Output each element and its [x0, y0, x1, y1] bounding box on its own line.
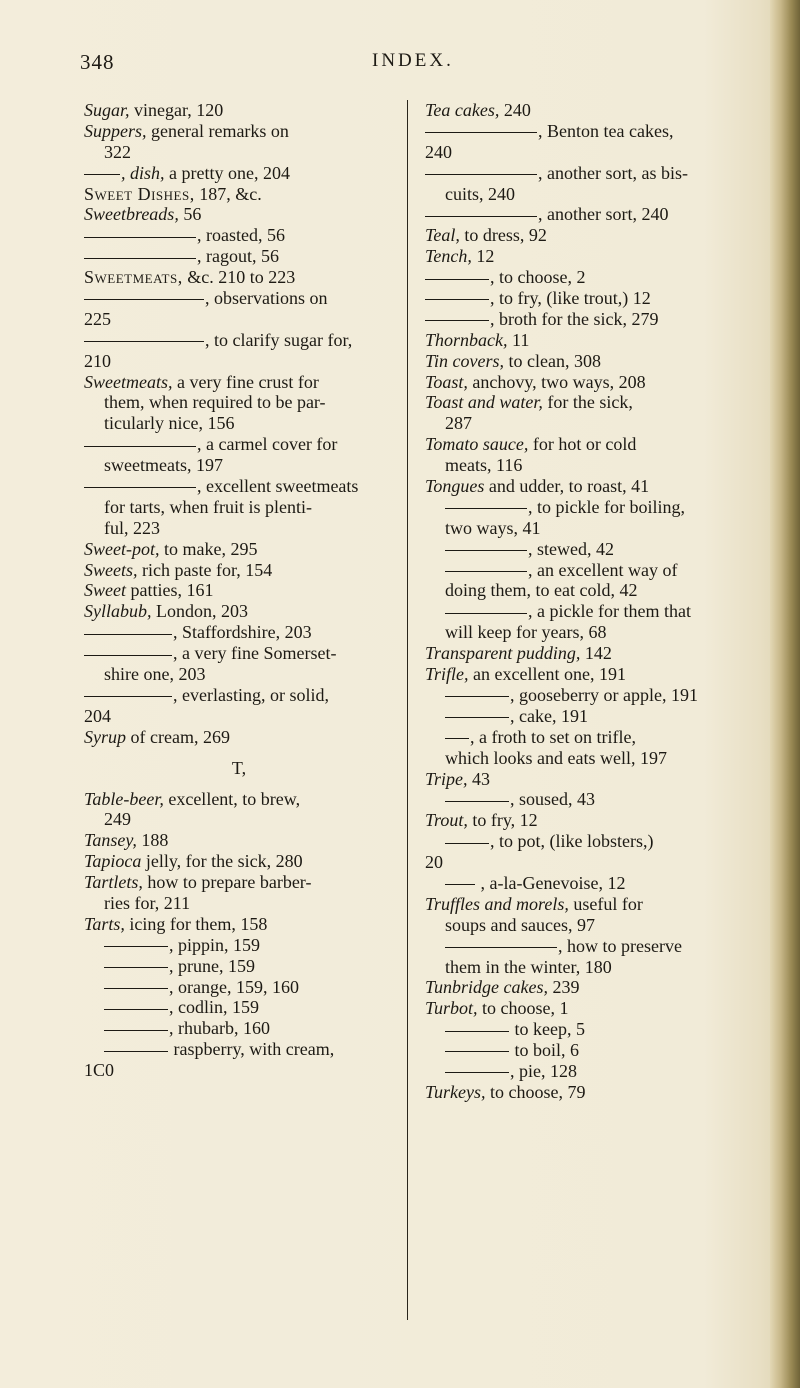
entry-heading: Tin covers, [425, 350, 504, 371]
entry-text: cuits, 240 [445, 183, 515, 204]
index-entries-s [84, 100, 394, 748]
entry-heading: Thornback, [425, 329, 508, 350]
entry-text: , codlin, 159 [169, 997, 259, 1018]
index-entry [84, 706, 394, 727]
index-entry [84, 956, 394, 977]
entry-text: anchovy, two ways, 208 [467, 371, 646, 392]
index-entry [425, 225, 737, 246]
running-title: INDEX. [372, 50, 454, 71]
entry-heading: Tench, [425, 246, 472, 267]
index-entry [84, 1060, 394, 1081]
index-entry [425, 998, 737, 1019]
entry-heading: Sweets, [84, 559, 138, 580]
entry-heading: Syrup [84, 726, 126, 747]
entry-text: , Staffordshire, 203 [173, 622, 312, 643]
index-entry [84, 121, 394, 142]
entry-heading: Transparent pudding, [425, 643, 581, 664]
entry-text: 240 [425, 141, 452, 162]
index-entry [84, 893, 394, 914]
index-entry [425, 267, 737, 288]
entry-text: , to pickle for boiling, [528, 496, 685, 517]
ditto-dash [104, 1009, 168, 1010]
entry-text: , pippin, 159 [169, 934, 261, 955]
index-entry [84, 309, 394, 330]
ditto-dash [84, 299, 204, 300]
index-entry [425, 184, 737, 205]
entry-heading: Suppers, [84, 120, 147, 141]
entry-heading: Tapioca [84, 851, 142, 872]
entry-text: them in the winter, 180 [445, 956, 612, 977]
ditto-dash [445, 1072, 509, 1073]
index-entry [425, 560, 737, 581]
index-entry [425, 539, 737, 560]
index-entry [425, 455, 737, 476]
index-entry [425, 685, 737, 706]
entry-text: , to choose, 2 [490, 267, 586, 288]
index-entry [84, 204, 394, 225]
ditto-dash [445, 717, 509, 718]
entry-text: excellent, to brew, [163, 788, 301, 809]
entry-text: jelly, for the sick, 280 [141, 851, 303, 872]
entry-text: which looks and eats well, 197 [445, 747, 667, 768]
entry-text: , ragout, 56 [197, 246, 279, 267]
entry-text: , to clarify sugar for, [205, 329, 353, 350]
index-entry [84, 622, 394, 643]
ditto-dash [445, 613, 527, 614]
entry-text: 142 [580, 643, 612, 664]
entry-text: 210 [84, 350, 111, 371]
entry-text: to fry, 12 [467, 810, 538, 831]
ditto-dash [425, 132, 537, 133]
index-entry [425, 518, 737, 539]
ditto-dash [445, 801, 509, 802]
index-column-left [84, 100, 394, 1081]
entry-heading: Tomato sauce, [425, 434, 529, 455]
entry-heading: Tongues [425, 476, 485, 497]
index-entry [84, 225, 394, 246]
entry-text: for the sick, [542, 392, 633, 413]
entry-text: , a carmel cover for [197, 434, 338, 455]
entry-text: 249 [104, 809, 131, 830]
entry-heading: Turkeys, [425, 1081, 486, 1102]
index-entry [425, 330, 737, 351]
entry-text: , pie, 128 [510, 1060, 577, 1081]
entry-heading: Truffles and morels, [425, 893, 569, 914]
entry-heading: Toast and water, [425, 392, 543, 413]
ditto-dash [445, 884, 475, 885]
entry-text: soups and sauces, 97 [445, 914, 595, 935]
index-entry [425, 831, 737, 852]
ditto-dash [445, 947, 557, 948]
entry-text: , cake, 191 [510, 705, 588, 726]
ditto-dash [425, 299, 489, 300]
entry-text: icing for them, 158 [124, 913, 268, 934]
ditto-dash [445, 508, 527, 509]
index-entry [84, 643, 394, 664]
ditto-dash [445, 738, 469, 739]
entry-heading: Sweet-pot, [84, 538, 160, 559]
ditto-dash [84, 696, 172, 697]
entry-heading: Tripe, [425, 768, 468, 789]
index-entry [425, 664, 737, 685]
index-entry [84, 539, 394, 560]
entry-text: , rhubarb, 160 [169, 1018, 270, 1039]
index-entry [425, 894, 737, 915]
entry-heading: Sugar, [84, 100, 130, 120]
entry-text: meats, 116 [445, 455, 523, 476]
index-entry [84, 830, 394, 851]
index-entry [425, 246, 737, 267]
index-entry [425, 622, 737, 643]
entry-text: an excellent one, 191 [468, 664, 626, 685]
entry-text: general remarks on [146, 120, 289, 141]
entry-text: shire one, 203 [104, 664, 206, 685]
index-entry [425, 204, 737, 225]
entry-text: for hot or cold [528, 434, 637, 455]
entry-text: 11 [507, 329, 530, 350]
entry-text: raspberry, with cream, [169, 1039, 335, 1060]
index-column-right [425, 100, 737, 1103]
index-entry [84, 476, 394, 497]
index-entry [84, 851, 394, 872]
index-entry [425, 706, 737, 727]
entry-heading: Tunbridge cakes, [425, 977, 548, 998]
entry-text: , to fry, (like trout,) 12 [490, 288, 651, 309]
index-entry [84, 413, 394, 434]
entry-text: , broth for the sick, 279 [490, 308, 659, 329]
index-entry [425, 977, 737, 998]
ditto-dash [445, 843, 489, 844]
ditto-dash [104, 967, 168, 968]
index-entry [84, 455, 394, 476]
entry-text: , stewed, 42 [528, 538, 614, 559]
index-entry [84, 664, 394, 685]
entry-text: to clean, 308 [504, 350, 601, 371]
index-entry [425, 1040, 737, 1061]
entry-text: , to pot, (like lobsters,) [490, 831, 654, 852]
entry-text: 287 [445, 413, 472, 434]
entry-text: 12 [471, 246, 495, 267]
ditto-dash [104, 1051, 168, 1052]
entry-text: sweetmeats, 197 [104, 455, 223, 476]
ditto-dash [84, 341, 204, 342]
index-entry [84, 518, 394, 539]
entry-text: for tarts, when fruit is plenti- [104, 496, 312, 517]
entry-text: to boil, 6 [510, 1040, 580, 1061]
index-entry [425, 915, 737, 936]
index-entry [84, 184, 394, 205]
index-entry [84, 434, 394, 455]
ditto-dash [84, 237, 196, 238]
index-entry [84, 142, 394, 163]
index-entry [84, 727, 394, 748]
index-entry [84, 392, 394, 413]
index-entry [425, 727, 737, 748]
entry-heading: Tansey, [84, 830, 137, 851]
entry-text: , prune, 159 [169, 955, 255, 976]
entry-text: rich paste for, 154 [137, 559, 273, 580]
index-entry [84, 914, 394, 935]
entry-text: , a froth to set on trifle, [470, 726, 636, 747]
ditto-dash [104, 1030, 168, 1031]
ditto-dash [445, 696, 509, 697]
entry-text: , everlasting, or solid, [173, 684, 329, 705]
entry-heading: Sweetmeats, [84, 371, 173, 392]
entry-text: 56 [178, 204, 202, 225]
entry-text: 240 [499, 100, 531, 120]
ditto-dash [445, 1031, 509, 1032]
entry-text: 322 [104, 141, 131, 162]
entry-text: ries for, 211 [104, 892, 191, 913]
ditto-dash [445, 571, 527, 572]
ditto-dash [445, 550, 527, 551]
entry-text: London, 203 [151, 601, 248, 622]
entry-text: 187, &c. [194, 183, 262, 204]
entry-text: , a very fine Somerset- [173, 643, 337, 664]
entry-text: 225 [84, 308, 111, 329]
entry-heading: Trout, [425, 810, 468, 831]
entry-text: to make, 295 [159, 538, 258, 559]
entry-heading: Table-beer, [84, 788, 164, 809]
index-entry [425, 957, 737, 978]
ditto-dash [84, 655, 172, 656]
index-entry [425, 810, 737, 831]
section-letter: T, [231, 757, 247, 778]
entry-text: 239 [548, 977, 580, 998]
index-entry [425, 434, 737, 455]
entry-text: to choose, 1 [477, 998, 569, 1019]
page-binding-edge [770, 0, 800, 1388]
index-entry [84, 580, 394, 601]
index-entry [425, 100, 737, 121]
entry-heading: Teal, [425, 225, 460, 246]
ditto-dash [425, 320, 489, 321]
entry-text: , gooseberry or apple, 191 [510, 684, 698, 705]
entry-text: and udder, to roast, 41 [484, 476, 650, 497]
index-entry [84, 997, 394, 1018]
index-entries-t-continued [425, 100, 737, 1103]
index-entry [425, 309, 737, 330]
index-entry [425, 121, 737, 142]
index-entry [425, 643, 737, 664]
entry-text: to keep, 5 [510, 1019, 585, 1040]
entry-text: a very fine crust for [172, 371, 319, 392]
ditto-dash [104, 946, 168, 947]
entry-text: 20 [425, 852, 443, 873]
entry-heading: Sweetbreads, [84, 204, 179, 225]
index-entry [84, 872, 394, 893]
index-entry [425, 1061, 737, 1082]
index-entry [425, 142, 737, 163]
index-entry [84, 935, 394, 956]
index-entry [84, 601, 394, 622]
entry-heading: Tarts, [84, 913, 125, 934]
index-entry [84, 560, 394, 581]
index-entry [425, 476, 737, 497]
index-entry [425, 580, 737, 601]
index-entry [425, 372, 737, 393]
entry-text: doing them, to eat cold, 42 [445, 580, 638, 601]
entry-text: , another sort, as bis- [538, 162, 688, 183]
index-entry [84, 100, 394, 121]
entry-heading-smallcaps: Sweet Dishes, [84, 183, 195, 204]
ditto-dash [84, 446, 196, 447]
entry-heading: Syllabub, [84, 601, 152, 622]
entry-text: , soused, 43 [510, 789, 595, 810]
index-entry [84, 330, 394, 351]
index-entry [84, 163, 394, 184]
entry-text: 204 [84, 705, 111, 726]
index-entry [425, 392, 737, 413]
entry-heading: Trifle, [425, 664, 469, 685]
ditto-dash [425, 174, 537, 175]
index-entry [425, 936, 737, 957]
entry-text: them, when required to be par- [104, 392, 326, 413]
index-entry [84, 246, 394, 267]
entry-heading: Tea cakes, [425, 100, 500, 120]
entry-text: how to prepare barber- [142, 872, 312, 893]
entry-text: , excellent sweetmeats [197, 476, 359, 497]
entry-text: 188 [136, 830, 169, 851]
index-entry [425, 1019, 737, 1040]
ditto-dash [84, 174, 120, 175]
index-entry [84, 497, 394, 518]
entry-text: , how to preserve [558, 935, 682, 956]
index-entry [84, 372, 394, 393]
index-entry [84, 685, 394, 706]
entry-heading-smallcaps: Sweetmeats, [84, 267, 183, 288]
entry-text: , an excellent way of [528, 559, 678, 580]
ditto-dash [84, 258, 196, 259]
index-entry [425, 1082, 737, 1103]
entry-text: ful, 223 [104, 517, 160, 538]
ditto-dash [84, 634, 172, 635]
index-entry [425, 497, 737, 518]
index-entry [84, 267, 394, 288]
entry-text: vinegar, 120 [129, 100, 224, 120]
page-header [0, 50, 800, 80]
index-entries-t [84, 789, 394, 1081]
ditto-dash [84, 487, 196, 488]
index-entry [84, 1018, 394, 1039]
index-entry [84, 789, 394, 810]
entry-heading: Tartlets, [84, 872, 143, 893]
entry-heading: Toast, [425, 371, 468, 392]
page-number: 348 [80, 50, 115, 74]
index-entry [425, 601, 737, 622]
index-entry [84, 1039, 394, 1060]
entry-subheading: , dish, [121, 162, 165, 183]
entry-text: , another sort, 240 [538, 204, 669, 225]
entry-text: , observations on [205, 288, 328, 309]
entry-text: , Benton tea cakes, [538, 120, 674, 141]
entry-text: , roasted, 56 [197, 225, 285, 246]
entry-text: , a-la-Genevoise, 12 [476, 872, 626, 893]
ditto-dash [425, 279, 489, 280]
entry-text: useful for [568, 893, 643, 914]
entry-text: a pretty one, 204 [164, 162, 290, 183]
entry-text: 43 [467, 768, 491, 789]
entry-text: two ways, 41 [445, 517, 541, 538]
entry-text: of cream, 269 [126, 726, 230, 747]
index-entry [425, 288, 737, 309]
index-entry [84, 977, 394, 998]
index-entry [84, 809, 394, 830]
entry-text: ticularly nice, 156 [104, 413, 235, 434]
entry-text: , orange, 159, 160 [169, 976, 299, 997]
entry-heading: Turbot, [425, 998, 478, 1019]
index-entry [425, 852, 737, 873]
ditto-dash [445, 1051, 509, 1052]
index-entry [425, 769, 737, 790]
index-entry [425, 413, 737, 434]
index-entry [425, 789, 737, 810]
entry-text: to dress, 92 [459, 225, 547, 246]
entry-heading: Sweet [84, 580, 126, 601]
column-divider [407, 100, 408, 1320]
ditto-dash [425, 216, 537, 217]
index-entry [425, 873, 737, 894]
entry-text: , a pickle for them that [528, 601, 691, 622]
index-entry [425, 163, 737, 184]
entry-text: &c. 210 to 223 [182, 267, 296, 288]
entry-text: will keep for years, 68 [445, 622, 607, 643]
entry-text: patties, 161 [126, 580, 214, 601]
ditto-dash [104, 988, 168, 989]
entry-text: 1C0 [84, 1060, 115, 1081]
index-entry [425, 748, 737, 769]
entry-text: to choose, 79 [485, 1081, 586, 1102]
index-entry [84, 288, 394, 309]
index-entry [84, 351, 394, 372]
index-entry [425, 351, 737, 372]
